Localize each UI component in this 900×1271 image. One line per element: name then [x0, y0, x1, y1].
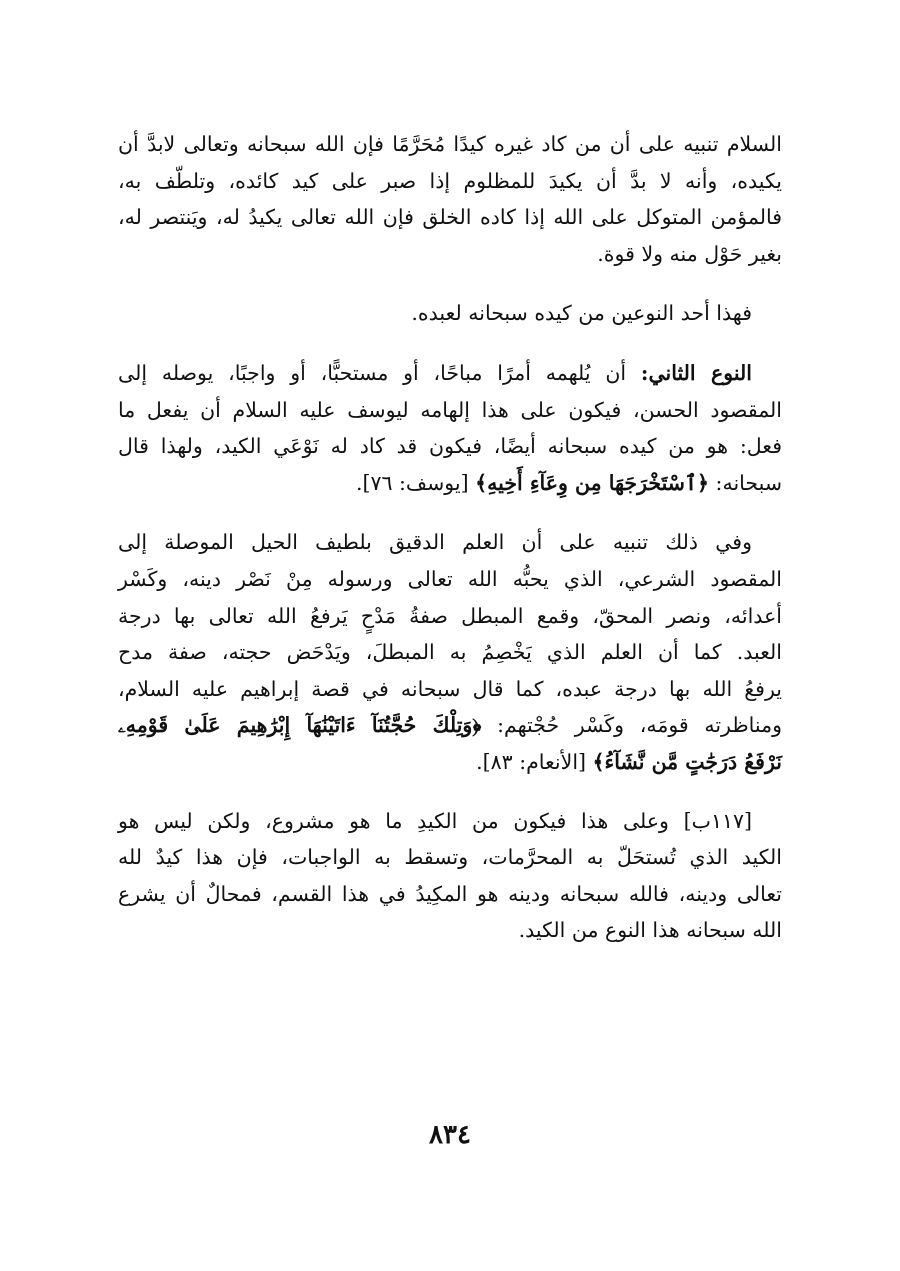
text-line: وفي ذلك تنبيه على أن العلم الدقيق بلطيف الحيل الموصلة إلى [118, 530, 752, 555]
text-line [118, 744, 782, 781]
text-line: يكيده، وأنه لا بدَّ أن يكيدَ للمظلوم إذا صبر على كيد كائده، وتلطّف به، [118, 168, 782, 193]
text-line [118, 465, 782, 502]
text-line: فالمؤمن المتوكل على الله إذا كاده الخلق فإن الله تعالى يكيدُ له، ويَنتصر له، [118, 205, 782, 230]
paragraph-4 [118, 524, 782, 780]
text-line: الكيد الذي تُستحَلّ به المحرَّمات، وتسقط به الواجبات، فإن هذا كيدٌ لله [118, 845, 782, 870]
quran-verse: نَرْفَعُ دَرَجَٰتٍ مَّن نَّشَآءُ﴾ [592, 749, 782, 774]
text-line: يرفعُ الله بها درجة عبده، كما قال سبحانه في قصة إبراهيم عليه السلام، [118, 676, 782, 701]
quran-verse: ﴿ٱسْتَخْرَجَهَا مِن وِعَآءِ أَخِيهِ﴾ [475, 470, 710, 495]
verse-reference: [الأنعام: ٨٣]. [476, 749, 587, 774]
text-line: [١١٧ب] وعلى هذا فيكون من الكيدِ ما هو مشروع، ولكن ليس هو [118, 808, 752, 833]
text-line [118, 355, 782, 392]
book-page-text [118, 118, 782, 949]
text-span: أن يُلهمه أمرًا مباحًا، أو مستحبًّا، أو واجبًا، يوصله إلى [118, 360, 627, 385]
section-heading: النوع الثاني: [640, 360, 752, 385]
text-line: الله سبحانه هذا النوع من الكيد. [518, 918, 782, 943]
paragraph-2 [118, 295, 782, 332]
text-span: ومناظرته قومَه، وكَسْر حُجْتهم: [497, 713, 782, 738]
text-line: السلام تنبيه على أن من كاد غيره كيدًا مُحَرَّمًا فإن الله سبحانه وتعالى لابدَّ أن [118, 132, 782, 156]
text-line: فعل: هو من كيده سبحانه أيضًا، فيكون قد كاد له نَوْعَي الكيد، ولهذا قال [118, 434, 782, 459]
page-number: ٨٣٤ [429, 1120, 471, 1150]
text-line [118, 707, 782, 744]
paragraph-1 [118, 126, 782, 272]
text-line: المقصود الشرعي، الذي يحبُّه الله تعالى ورسوله مِنْ نَصْر دينه، وكَسْر [118, 566, 782, 591]
text-line: فهذا أحد النوعين من كيده سبحانه لعبده. [411, 301, 752, 326]
text-line: تعالى ودينه، فالله سبحانه ودينه هو المكِيدُ في هذا القسم، فمحالٌ أن يشرع [118, 881, 782, 906]
verse-reference: [يوسف: ٧٦]. [355, 470, 469, 495]
paragraph-3 [118, 355, 782, 501]
text-line: أعدائه، ونصر المحقّ، وقمع المبطل صفةُ مَدْحٍ يَرفعُ الله تعالى بها درجة [118, 603, 782, 628]
quran-verse: ﴿وَتِلْكَ حُجَّتُنَآ ءَاتَيْنَٰهَآ إِبْرَٰهِيمَ عَلَىٰ قَوْمِهِۦ [118, 713, 482, 738]
text-line: المقصود الحسن، فيكون على هذا إلهامه ليوسف عليه السلام أن يفعل ما [118, 397, 782, 422]
text-span: سبحانه: [715, 470, 782, 495]
paragraph-5 [118, 803, 782, 949]
text-line: بغير حَوْل منه ولا قوة. [597, 241, 782, 266]
text-line: العبد. كما أن العلم الذي يَخْصِمُ به المبطلَ، ويَدْحَض حجته، صفة مدح [118, 640, 782, 665]
